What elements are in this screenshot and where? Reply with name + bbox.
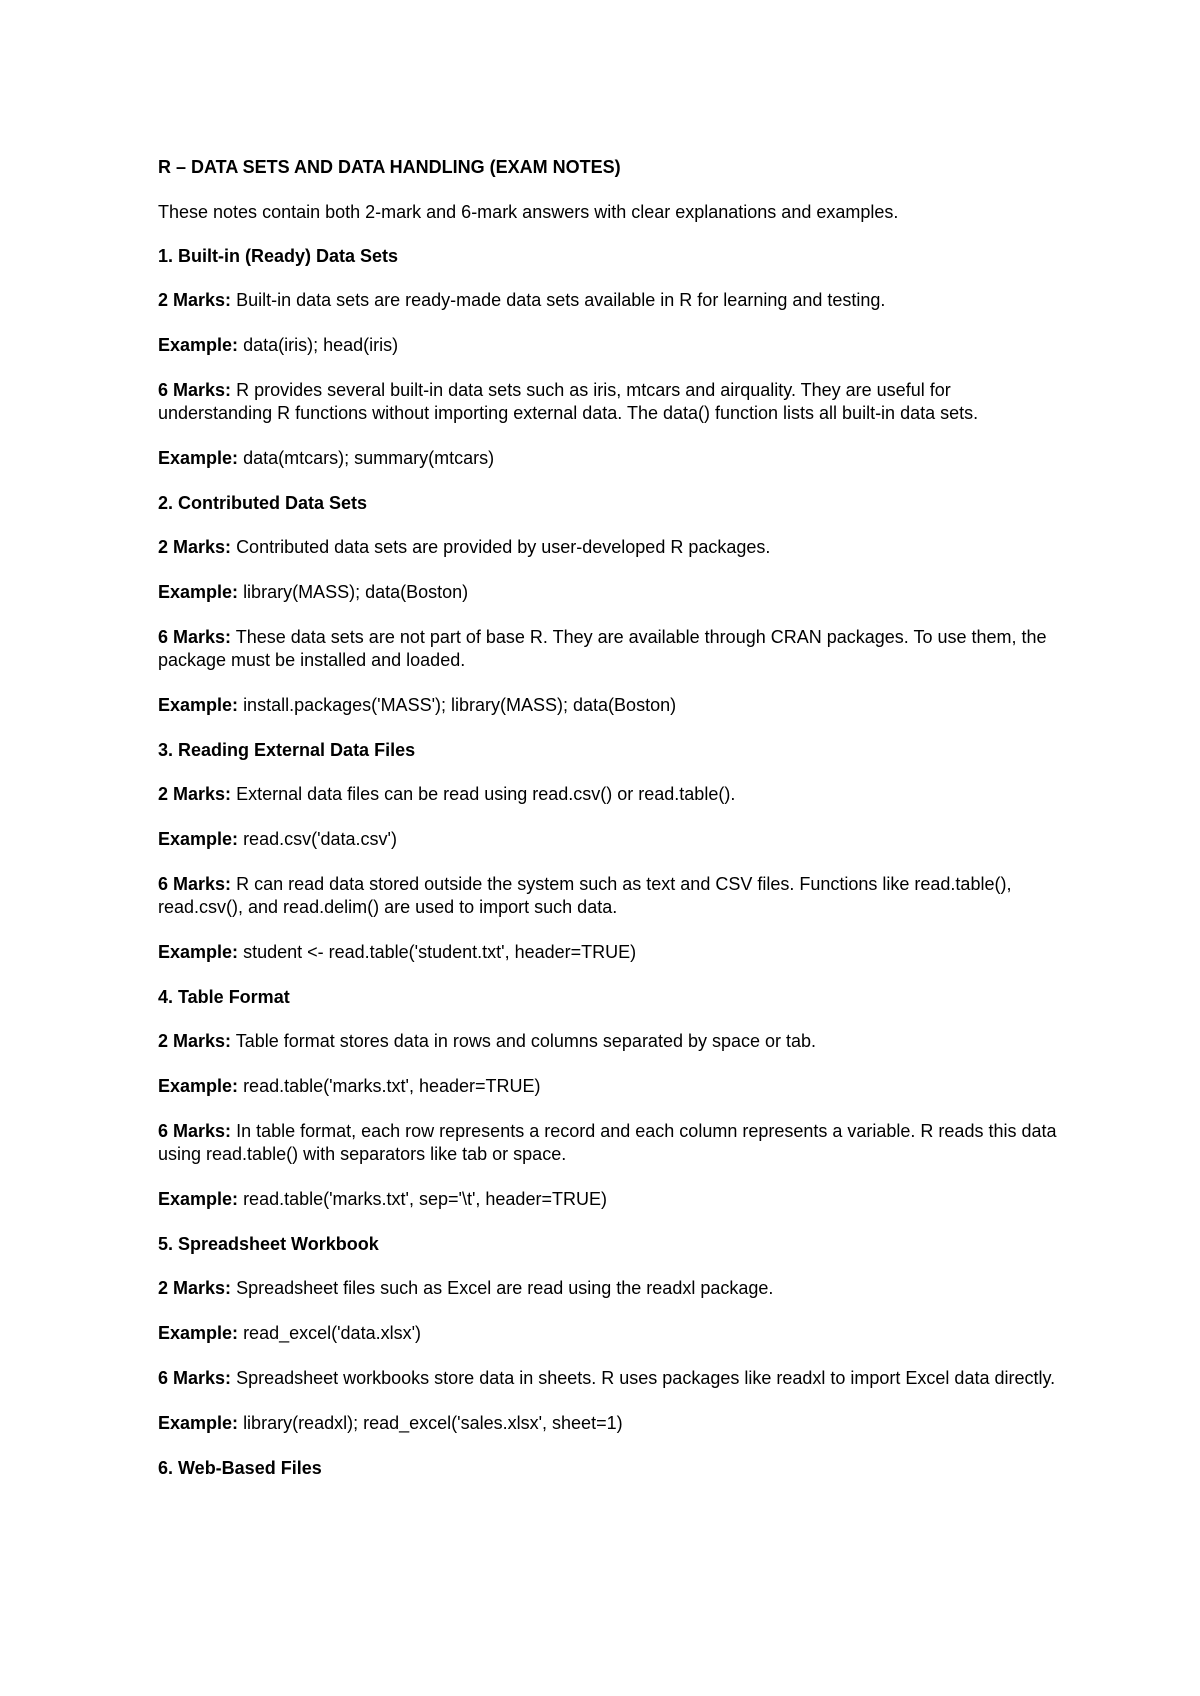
section: [158, 739, 1058, 964]
example-6-text: data(mtcars); summary(mtcars): [243, 448, 495, 468]
six-marks-answer: [158, 1120, 1058, 1166]
two-marks-label: 2 Marks:: [158, 1278, 232, 1298]
sections-container: [158, 245, 1058, 1479]
example-label: Example:: [158, 829, 239, 849]
two-marks-answer: [158, 1277, 1058, 1300]
example-6: [158, 1412, 1058, 1435]
example-6: [158, 941, 1058, 964]
two-marks-answer: [158, 289, 1058, 312]
six-marks-label: 6 Marks:: [158, 1368, 232, 1388]
example-2: [158, 828, 1058, 851]
example-6: [158, 1188, 1058, 1211]
section-heading: 3. Reading External Data Files: [158, 740, 416, 760]
six-marks-answer-text: Spreadsheet workbooks store data in sheets. R uses packages like readxl to import Excel data directly.: [236, 1368, 1056, 1388]
section: [158, 986, 1058, 1211]
six-marks-label: 6 Marks:: [158, 1121, 232, 1141]
example-label: Example:: [158, 448, 239, 468]
example-6-text: read.table('marks.txt', sep='\t', header=TRUE): [243, 1189, 607, 1209]
two-marks-answer: [158, 1030, 1058, 1053]
six-marks-label: 6 Marks:: [158, 380, 232, 400]
section-heading: 1. Built-in (Ready) Data Sets: [158, 246, 399, 266]
example-6: [158, 694, 1058, 717]
two-marks-answer-text: External data files can be read using read.csv() or read.table().: [236, 784, 736, 804]
example-label: Example:: [158, 942, 239, 962]
two-marks-answer-text: Table format stores data in rows and columns separated by space or tab.: [235, 1031, 817, 1051]
example-6-text: student <- read.table('student.txt', header=TRUE): [243, 942, 637, 962]
example-label: Example:: [158, 582, 239, 602]
six-marks-answer-text: In table format, each row represents a record and each column represents a variable. R reads this data using read.table() with separators like tab or space.: [158, 1121, 1057, 1164]
example-label: Example:: [158, 335, 239, 355]
example-label: Example:: [158, 695, 239, 715]
example-2: [158, 1075, 1058, 1098]
example-6: [158, 447, 1058, 470]
section: [158, 492, 1058, 717]
example-6-text: library(readxl); read_excel('sales.xlsx', sheet=1): [243, 1413, 623, 1433]
section: [158, 245, 1058, 470]
six-marks-answer-text: R provides several built-in data sets such as iris, mtcars and airquality. They are useful for understanding R functions without importing external data. The data() function lists all built-in data sets.: [158, 380, 979, 423]
example-2-text: library(MASS); data(Boston): [243, 582, 469, 602]
section: [158, 1457, 1058, 1479]
example-label: Example:: [158, 1323, 239, 1343]
section-heading: 5. Spreadsheet Workbook: [158, 1234, 379, 1254]
six-marks-answer: [158, 873, 1058, 919]
six-marks-answer-text: These data sets are not part of base R. They are available through CRAN packages. To use them, the package must be installed and loaded.: [158, 627, 1047, 670]
example-2: [158, 334, 1058, 357]
document-body: [158, 156, 1058, 1501]
six-marks-label: 6 Marks:: [158, 874, 232, 894]
two-marks-label: 2 Marks:: [158, 1031, 232, 1051]
section-heading: 4. Table Format: [158, 987, 290, 1007]
section-heading: 6. Web-Based Files: [158, 1458, 322, 1478]
example-2-text: data(iris); head(iris): [243, 335, 399, 355]
example-2-text: read_excel('data.xlsx'): [243, 1323, 422, 1343]
six-marks-answer: [158, 1367, 1058, 1390]
example-2-text: read.csv('data.csv'): [243, 829, 397, 849]
example-6-text: install.packages('MASS'); library(MASS); data(Boston): [243, 695, 677, 715]
two-marks-answer-text: Built-in data sets are ready-made data sets available in R for learning and testing.: [236, 290, 886, 310]
two-marks-label: 2 Marks:: [158, 784, 232, 804]
example-label: Example:: [158, 1413, 239, 1433]
example-label: Example:: [158, 1076, 239, 1096]
intro-text: These notes contain both 2-mark and 6-mark answers with clear explanations and examples.: [158, 202, 899, 222]
two-marks-label: 2 Marks:: [158, 290, 232, 310]
example-2: [158, 581, 1058, 604]
example-2: [158, 1322, 1058, 1345]
example-label: Example:: [158, 1189, 239, 1209]
two-marks-answer-text: Spreadsheet files such as Excel are read using the readxl package.: [236, 1278, 774, 1298]
six-marks-answer-text: R can read data stored outside the system such as text and CSV files. Functions like read.table(), read.csv(), and read.delim() are used to import such data.: [158, 874, 1012, 917]
document-title: R – DATA SETS AND DATA HANDLING (EXAM NOTES): [158, 157, 621, 177]
six-marks-answer: [158, 379, 1058, 425]
example-2-text: read.table('marks.txt', header=TRUE): [243, 1076, 541, 1096]
two-marks-answer-text: Contributed data sets are provided by user-developed R packages.: [236, 537, 771, 557]
two-marks-answer: [158, 536, 1058, 559]
section-heading: 2. Contributed Data Sets: [158, 493, 368, 513]
six-marks-label: 6 Marks:: [158, 627, 232, 647]
section: [158, 1233, 1058, 1435]
six-marks-answer: [158, 626, 1058, 672]
two-marks-label: 2 Marks:: [158, 537, 232, 557]
two-marks-answer: [158, 783, 1058, 806]
